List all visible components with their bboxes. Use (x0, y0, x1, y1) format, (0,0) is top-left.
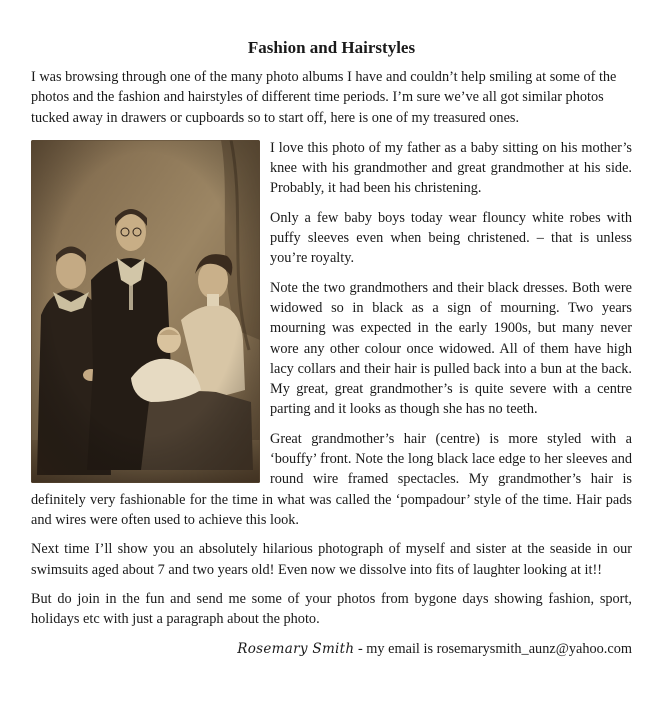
author-name: Rosemary Smith (237, 641, 355, 658)
family-portrait-image (31, 140, 260, 483)
closing-paragraph: Next time I’ll show you an absolutely hilarious photograph of myself and sister at the seaside in our swimsuits aged about 7 and two years old! Even now we dissolve into fits of laughter looking at it!! (31, 541, 632, 578)
closing-section (31, 539, 632, 629)
body-paragraph: Only a few baby boys today wear flouncy white robes with puffy sleeves even when being christened. – that is unless you’re royalty. (270, 209, 632, 267)
article-title: Fashion and Hairstyles (247, 38, 416, 57)
body-paragraph: I love this photo of my father as a baby sitting on his mother’s knee with his grandmother and great grandmother at his side. Probably, it had been his christening. (270, 139, 632, 197)
intro-paragraph: I was browsing through one of the many photo albums I have and couldn’t help smiling at some of the photos and the fashion and hairstyles of different time periods. I’m sure we’ve all got similar photos tucked away in drawers or cupboards so to start off, here is one of my treasured ones. (31, 69, 617, 126)
author-email: - my email is rosemarysmith_aunz@yahoo.com (354, 641, 632, 658)
body-paragraph: Great grandmother’s hair (centre) is more styled with a ‘bouffy’ front. Note the long black lace edge to her sleeves and round wire framed spectacles. My grandmother’s hair is definitely very fashionable for the time in what was called the ‘pompadour’ style of the time. Hair pads and wires were often used to achieve this look. (31, 430, 632, 528)
family-portrait-photo (31, 140, 260, 483)
closing-paragraph: But do join in the fun and send me some of your photos from bygone days showing fashion, sport, holidays etc with just a paragraph about the photo. (31, 590, 632, 628)
body-paragraph: Note the two grandmothers and their black dresses. Both were widowed so in black as a sign of mourning. Two years mourning was expected in the early 1900s, but many never wore any other colour once widowed. All of them have high lacy collars and their hair is pulled back into a bun at the back. My great, great grandmother’s is quite severe with a centre parting and it looks as though she has no teeth. (270, 279, 632, 418)
article (31, 0, 632, 659)
signature-line (31, 639, 632, 659)
photo-and-text-block (31, 138, 632, 530)
